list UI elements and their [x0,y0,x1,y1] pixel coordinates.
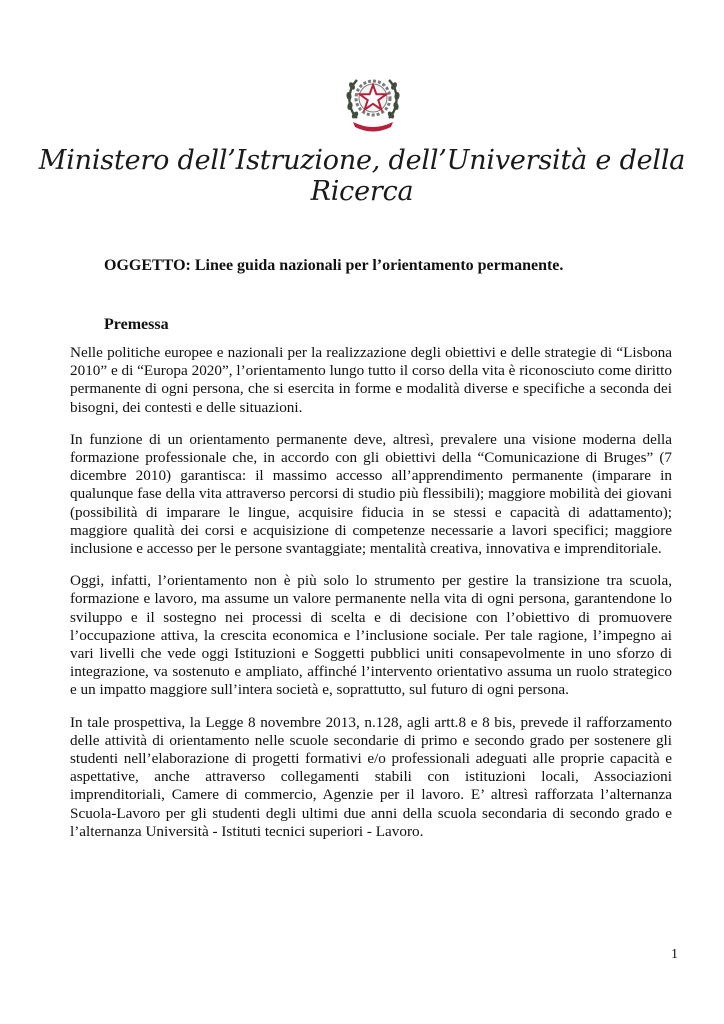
paragraph: Oggi, infatti, l’orientamento non è più solo lo strumento per gestire la transizione tra scuola, formazione e lavoro, ma assume un valore permanente nella vita di ogni persona, garantendone lo sviluppo e il sostegno nei processi di scelta e di decisione con l’obiettivo di promuovere l’occupazione attiva, la crescita economica e l’inclusione sociale. Per tale ragione, l’impegno ai vari livelli che vede oggi Istituzioni e Soggetti pubblici uniti consapevolmente in uno sforzo di integrazione, va sostenuto e ampliato, affinché l’intervento orientativo assuma un ruolo strategico e un impatto maggiore sull’intera società e, soprattutto, sul futuro di ogni persona. [70,572,672,699]
document-subject: OGGETTO: Linee guida nazionali per l’orientamento permanente. [104,257,564,274]
paragraph: In funzione di un orientamento permanente deve, altresì, prevalere una visione moderna della formazione professionale che, in accordo con gli obiettivi della “Comunicazione di Bruges” (7 dicembre 2010) garantisca: il massimo accesso all’apprendimento permanente (imparare in qualunque fase della vita attraverso percorsi di studio più flessibili); maggiore mobilità dei giovani (possibilità di imparare le lingue, acquisire fiducia in se stessi e capacità di adattamento); maggiore qualità dei corsi e acquisizione di competenze necessarie a lavori specifici; maggiore inclusione e accesso per le persone svantaggiate; mentalità creativa, innovativa e imprenditoriale. [70,430,672,558]
italian-republic-emblem-icon [343,68,403,134]
paragraph: Nelle politiche europee e nazionali per la realizzazione degli obiettivi e delle strategie di “Lisbona 2010” e di “Europa 2020”, l’orientamento lungo tutto il corso della vita è riconosciuto come diritto permanente di ogni persona, che si esercita in forme e modalità diverse e specifiche a seconda dei bisogni, dei contesti e delle situazioni. [70,344,672,416]
paragraph: In tale prospettiva, la Legge 8 novembre 2013, n.128, agli artt.8 e 8 bis, prevede il rafforzamento delle attività di orientamento nelle scuole secondarie di primo e secondo grado per sostenere gli studenti nell’elaborazione di progetti formativi e/o professionali adeguati alle proprie capacità e aspettative, anche attraverso collegamenti stabili con istituzioni locali, Associazioni imprenditoriali, Camere di commercio, Agenzie per il lavoro. E’ altresì rafforzata l’alternanza Scuola-Lavoro per gli studenti degli ultimi due anni della scuola secondaria di secondo grado e l’alternanza Università - Istituti tecnici superiori - Lavoro. [70,713,672,840]
section-title-premessa: Premessa [104,316,169,333]
page-number: 1 [671,947,678,962]
document-body [70,344,672,855]
ministry-name: Ministero dell’Istruzione, dell’Università e della Ricerca [38,145,686,207]
